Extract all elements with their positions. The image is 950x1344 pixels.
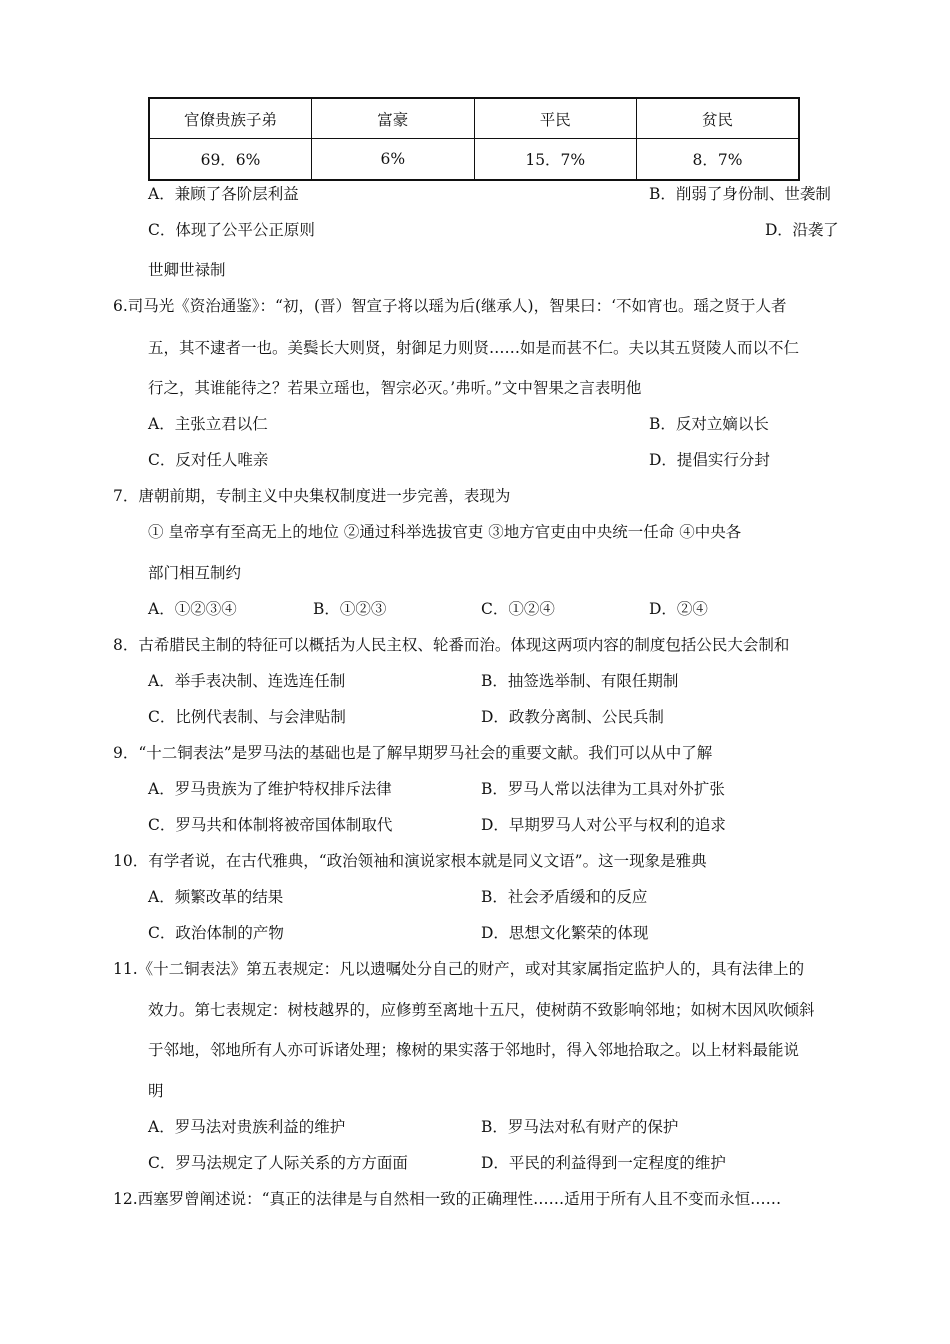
q8-option-b: B．抽签选举制、有限任期制 — [481, 672, 679, 690]
q5-option-c: C．体现了公平公正原则 — [148, 221, 315, 239]
q5-option-b: B．削弱了身份制、世袭制 — [649, 185, 831, 203]
q11-stem-line: 明 — [148, 1082, 164, 1100]
q8-option-d: D．政教分离制、公民兵制 — [481, 708, 664, 726]
table-cell: 15．7% — [474, 139, 637, 181]
table-header-row — [149, 98, 799, 139]
table-cell: 69．6% — [149, 139, 312, 181]
q10-option-b: B．社会矛盾缓和的反应 — [481, 888, 648, 906]
q10-stem-line: 10．有学者说，在古代雅典，“政治领袖和演说家根本就是同义文语”。这一现象是雅典 — [113, 852, 707, 870]
q7-option-b: B．①②③ — [313, 600, 387, 618]
table-header-cell: 富豪 — [312, 98, 475, 139]
q6-stem-line: 五，其不逮者一也。美鬓长大则贤，射御足力则贤……如是而甚不仁。夫以其五贤陵人而以不仁 — [148, 339, 800, 357]
q9-option-d: D．早期罗马人对公平与权利的追求 — [481, 816, 726, 834]
q6-option-c: C．反对任人唯亲 — [148, 451, 269, 469]
q8-option-a: A．举手表决制、连选连任制 — [148, 672, 346, 690]
q7-stem-line: 7．唐朝前期，专制主义中央集权制度进一步完善，表现为 — [113, 487, 511, 505]
q10-option-d: D．思想文化繁荣的体现 — [481, 924, 649, 942]
q6-stem-line: 行之，其谁能待之？若果立瑶也，智宗必灭。’弗听。”文中智果之言表明他 — [148, 379, 642, 397]
table-header-cell: 贫民 — [637, 98, 800, 139]
q9-option-a: A．罗马贵族为了维护特权排斥法律 — [148, 780, 392, 798]
q9-stem-line: 9．“十二铜表法”是罗马法的基础也是了解早期罗马社会的重要文献。我们可以从中了解 — [113, 744, 713, 762]
q11-option-d: D．平民的利益得到一定程度的维护 — [481, 1154, 726, 1172]
q7-option-c: C．①②④ — [481, 600, 555, 618]
q9-option-b: B．罗马人常以法律为工具对外扩张 — [481, 780, 725, 798]
q11-stem-line: 效力。第七表规定：树枝越界的，应修剪至离地十五尺，使树荫不致影响邻地；如树木因风吹倾斜 — [148, 1001, 815, 1019]
q6-stem-line: 6.司马光《资治通鉴》：“初，(晋）智宣子将以瑶为后(继承人)，智果曰：‘不如宵也。瑶之贤于人者 — [113, 297, 787, 315]
q6-option-a: A．主张立君以仁 — [148, 415, 268, 433]
q9-option-c: C．罗马共和体制将被帝国体制取代 — [148, 816, 393, 834]
q7-option-d: D．②④ — [649, 600, 708, 618]
q5-option-d: D．沿袭了 — [765, 221, 839, 239]
q6-option-d: D．提倡实行分封 — [649, 451, 770, 469]
q11-option-c: C．罗马法规定了人际关系的方方面面 — [148, 1154, 408, 1172]
q11-option-b: B．罗马法对私有财产的保护 — [481, 1118, 679, 1136]
q10-option-c: C．政治体制的产物 — [148, 924, 284, 942]
q8-stem-line: 8．古希腊民主制的特征可以概括为人民主权、轮番而治。体现这两项内容的制度包括公民大会制和 — [113, 636, 790, 654]
q11-stem-line: 11.《十二铜表法》第五表规定：凡以遗嘱处分自己的财产，或对其家属指定监护人的，具有法律上的 — [113, 960, 805, 978]
q12-stem-line: 12.西塞罗曾阐述说：“真正的法律是与自然相一致的正确理性……适用于所有人且不变而永恒…… — [113, 1190, 782, 1208]
table-header-cell: 官僚贵族子弟 — [149, 98, 312, 139]
social-origin-table — [148, 97, 800, 181]
q5-option-a: A．兼顾了各阶层利益 — [148, 185, 299, 203]
table-cell: 8．7% — [637, 139, 800, 181]
q7-stem-line: ① 皇帝享有至高无上的地位 ②通过科举选拔官吏 ③地方官吏由中央统一任命 ④中央各 — [148, 523, 742, 541]
table-header-cell: 平民 — [474, 98, 637, 139]
q8-option-c: C．比例代表制、与会津贴制 — [148, 708, 346, 726]
q6-option-b: B．反对立嫡以长 — [649, 415, 769, 433]
table-cell: 6% — [312, 139, 475, 181]
q5-option-d-continued: 世卿世禄制 — [148, 261, 226, 279]
q11-option-a: A．罗马法对贵族利益的维护 — [148, 1118, 346, 1136]
q7-option-a: A．①②③④ — [148, 600, 237, 618]
q11-stem-line: 于邻地，邻地所有人亦可诉诸处理；橡树的果实落于邻地时，得入邻地拾取之。以上材料最能说 — [148, 1041, 800, 1059]
q7-stem-line: 部门相互制约 — [148, 564, 242, 582]
q10-option-a: A．频繁改革的结果 — [148, 888, 284, 906]
table-row — [149, 139, 799, 181]
